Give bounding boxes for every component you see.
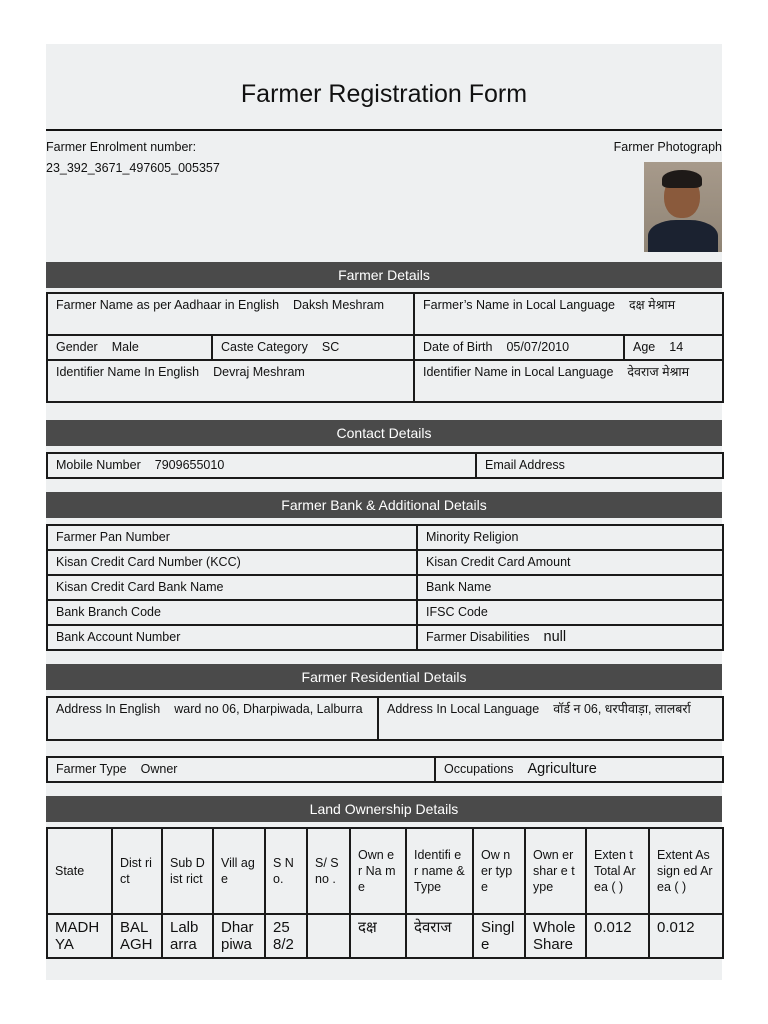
land-cell <box>307 914 350 958</box>
land-ownership-heading: Land Ownership Details <box>46 796 722 822</box>
title-divider <box>46 129 722 131</box>
enrolment-label: Farmer Enrolment number: <box>46 140 197 154</box>
identifier-english-cell <box>47 360 414 402</box>
caste-cell <box>212 335 414 360</box>
page-title: Farmer Registration Form <box>240 80 528 108</box>
name-local-cell <box>414 293 723 335</box>
enrolment-number: 23_392_3671_497605_005357 <box>46 161 220 175</box>
land-header-cell: Ow ner typ e <box>473 828 525 914</box>
land-cell: Whole Share <box>525 914 586 958</box>
land-cell: MADH YA <box>47 914 112 958</box>
gender-cell <box>47 335 212 360</box>
land-header-cell: Identifi er name & Type <box>406 828 473 914</box>
email-label: Email Address <box>485 458 565 472</box>
land-header-cell: State <box>47 828 112 914</box>
kcc-label: Kisan Credit Card Number (KCC) <box>56 555 241 569</box>
farmer-type-table <box>46 756 724 783</box>
bank-details-table <box>46 524 724 651</box>
bank-name-label: Bank Name <box>426 580 492 594</box>
disabilities-cell <box>417 625 723 650</box>
dob-label: Date of Birth <box>423 340 493 354</box>
pan-label: Farmer Pan Number <box>56 530 170 544</box>
farmer-details-heading: Farmer Details <box>46 262 722 288</box>
land-header-cell: Extent Assign ed Area ( ) <box>649 828 723 914</box>
branch-label: Bank Branch Code <box>56 605 161 619</box>
identifier-english-value: Devraj Meshram <box>213 365 305 379</box>
kcc-amount-label: Kisan Credit Card Amount <box>426 555 571 569</box>
email-cell <box>476 453 723 478</box>
farmer-type-value: Owner <box>140 762 178 776</box>
caste-value: SC <box>321 340 340 354</box>
name-local-label: Farmer’s Name in Local Language <box>423 298 616 312</box>
account-label: Bank Account Number <box>56 630 181 644</box>
land-cell: Lalb arra <box>162 914 213 958</box>
land-header-cell: S N o. <box>265 828 307 914</box>
farmer-photo <box>644 162 722 252</box>
farmer-details-table <box>46 292 724 403</box>
address-local-cell <box>378 697 723 740</box>
name-english-label: Farmer Name as per Aadhaar in English <box>56 298 280 312</box>
land-ownership-table <box>46 827 724 959</box>
disabilities-label: Farmer Disabilities <box>426 630 530 644</box>
mobile-value: 7909655010 <box>154 458 225 472</box>
age-label: Age <box>633 340 656 354</box>
name-english-value: Daksh Meshram <box>293 298 385 312</box>
age-cell <box>624 335 723 360</box>
occupation-label: Occupations <box>444 762 514 776</box>
dob-cell <box>414 335 624 360</box>
dob-value: 05/07/2010 <box>506 340 570 354</box>
land-header-cell: Sub Dist rict <box>162 828 213 914</box>
land-header-cell: Exten t Total Area ( ) <box>586 828 649 914</box>
occupation-cell <box>435 757 723 782</box>
land-header-cell: Own er shar e type <box>525 828 586 914</box>
branch-cell <box>47 600 417 625</box>
address-english-label: Address In English <box>56 702 161 716</box>
photo-label: Farmer Photograph <box>613 140 722 154</box>
mobile-label: Mobile Number <box>56 458 141 472</box>
contact-details-table <box>46 452 724 479</box>
identifier-english-label: Identifier Name In English <box>56 365 200 379</box>
gender-label: Gender <box>56 340 98 354</box>
land-header-cell: Own er Na me <box>350 828 406 914</box>
land-cell: Singl e <box>473 914 525 958</box>
disabilities-value: null <box>543 629 567 645</box>
identifier-local-cell <box>414 360 723 402</box>
land-cell: BAL AGH <box>112 914 162 958</box>
land-cell: 0.012 <box>649 914 723 958</box>
identifier-local-value: देवराज मेश्राम <box>627 365 690 379</box>
occupation-value: Agriculture <box>527 761 597 777</box>
ifsc-cell <box>417 600 723 625</box>
kcc-cell <box>47 550 417 575</box>
farmer-type-label: Farmer Type <box>56 762 127 776</box>
kcc-bank-label: Kisan Credit Card Bank Name <box>56 580 224 594</box>
address-english-value: ward no 06, Dharpiwada, Lalburra <box>174 702 363 716</box>
address-local-label: Address In Local Language <box>387 702 540 716</box>
identifier-local-label: Identifier Name in Local Language <box>423 365 614 379</box>
address-english-cell <box>47 697 378 740</box>
registration-form <box>46 44 722 980</box>
age-value: 14 <box>669 340 684 354</box>
minority-label: Minority Religion <box>426 530 519 544</box>
land-header-cell: Vill age <box>213 828 265 914</box>
contact-details-heading: Contact Details <box>46 420 722 446</box>
account-cell <box>47 625 417 650</box>
gender-value: Male <box>111 340 139 354</box>
residential-address-table <box>46 696 724 741</box>
land-cell: दक्ष <box>350 914 406 958</box>
residential-details-heading: Farmer Residential Details <box>46 664 722 690</box>
name-local-value: दक्ष मेश्राम <box>629 298 676 312</box>
kcc-bank-cell <box>47 575 417 600</box>
land-header-cell: S/ S no . <box>307 828 350 914</box>
farmer-type-cell <box>47 757 435 782</box>
land-cell: Dhar piwa <box>213 914 265 958</box>
land-cell: देवराज <box>406 914 473 958</box>
bank-details-heading: Farmer Bank & Additional Details <box>46 492 722 518</box>
address-local-value: वॉर्ड न 06, धरपीवाड़ा, लालबर्रा <box>553 702 691 716</box>
mobile-cell <box>47 453 476 478</box>
land-cell: 25 8/2 <box>265 914 307 958</box>
minority-cell <box>417 525 723 550</box>
pan-cell <box>47 525 417 550</box>
kcc-amount-cell <box>417 550 723 575</box>
land-cell: 0.012 <box>586 914 649 958</box>
land-header-cell: Dist rict <box>112 828 162 914</box>
caste-label: Caste Category <box>221 340 308 354</box>
ifsc-label: IFSC Code <box>426 605 488 619</box>
bank-name-cell <box>417 575 723 600</box>
name-english-cell <box>47 293 414 335</box>
